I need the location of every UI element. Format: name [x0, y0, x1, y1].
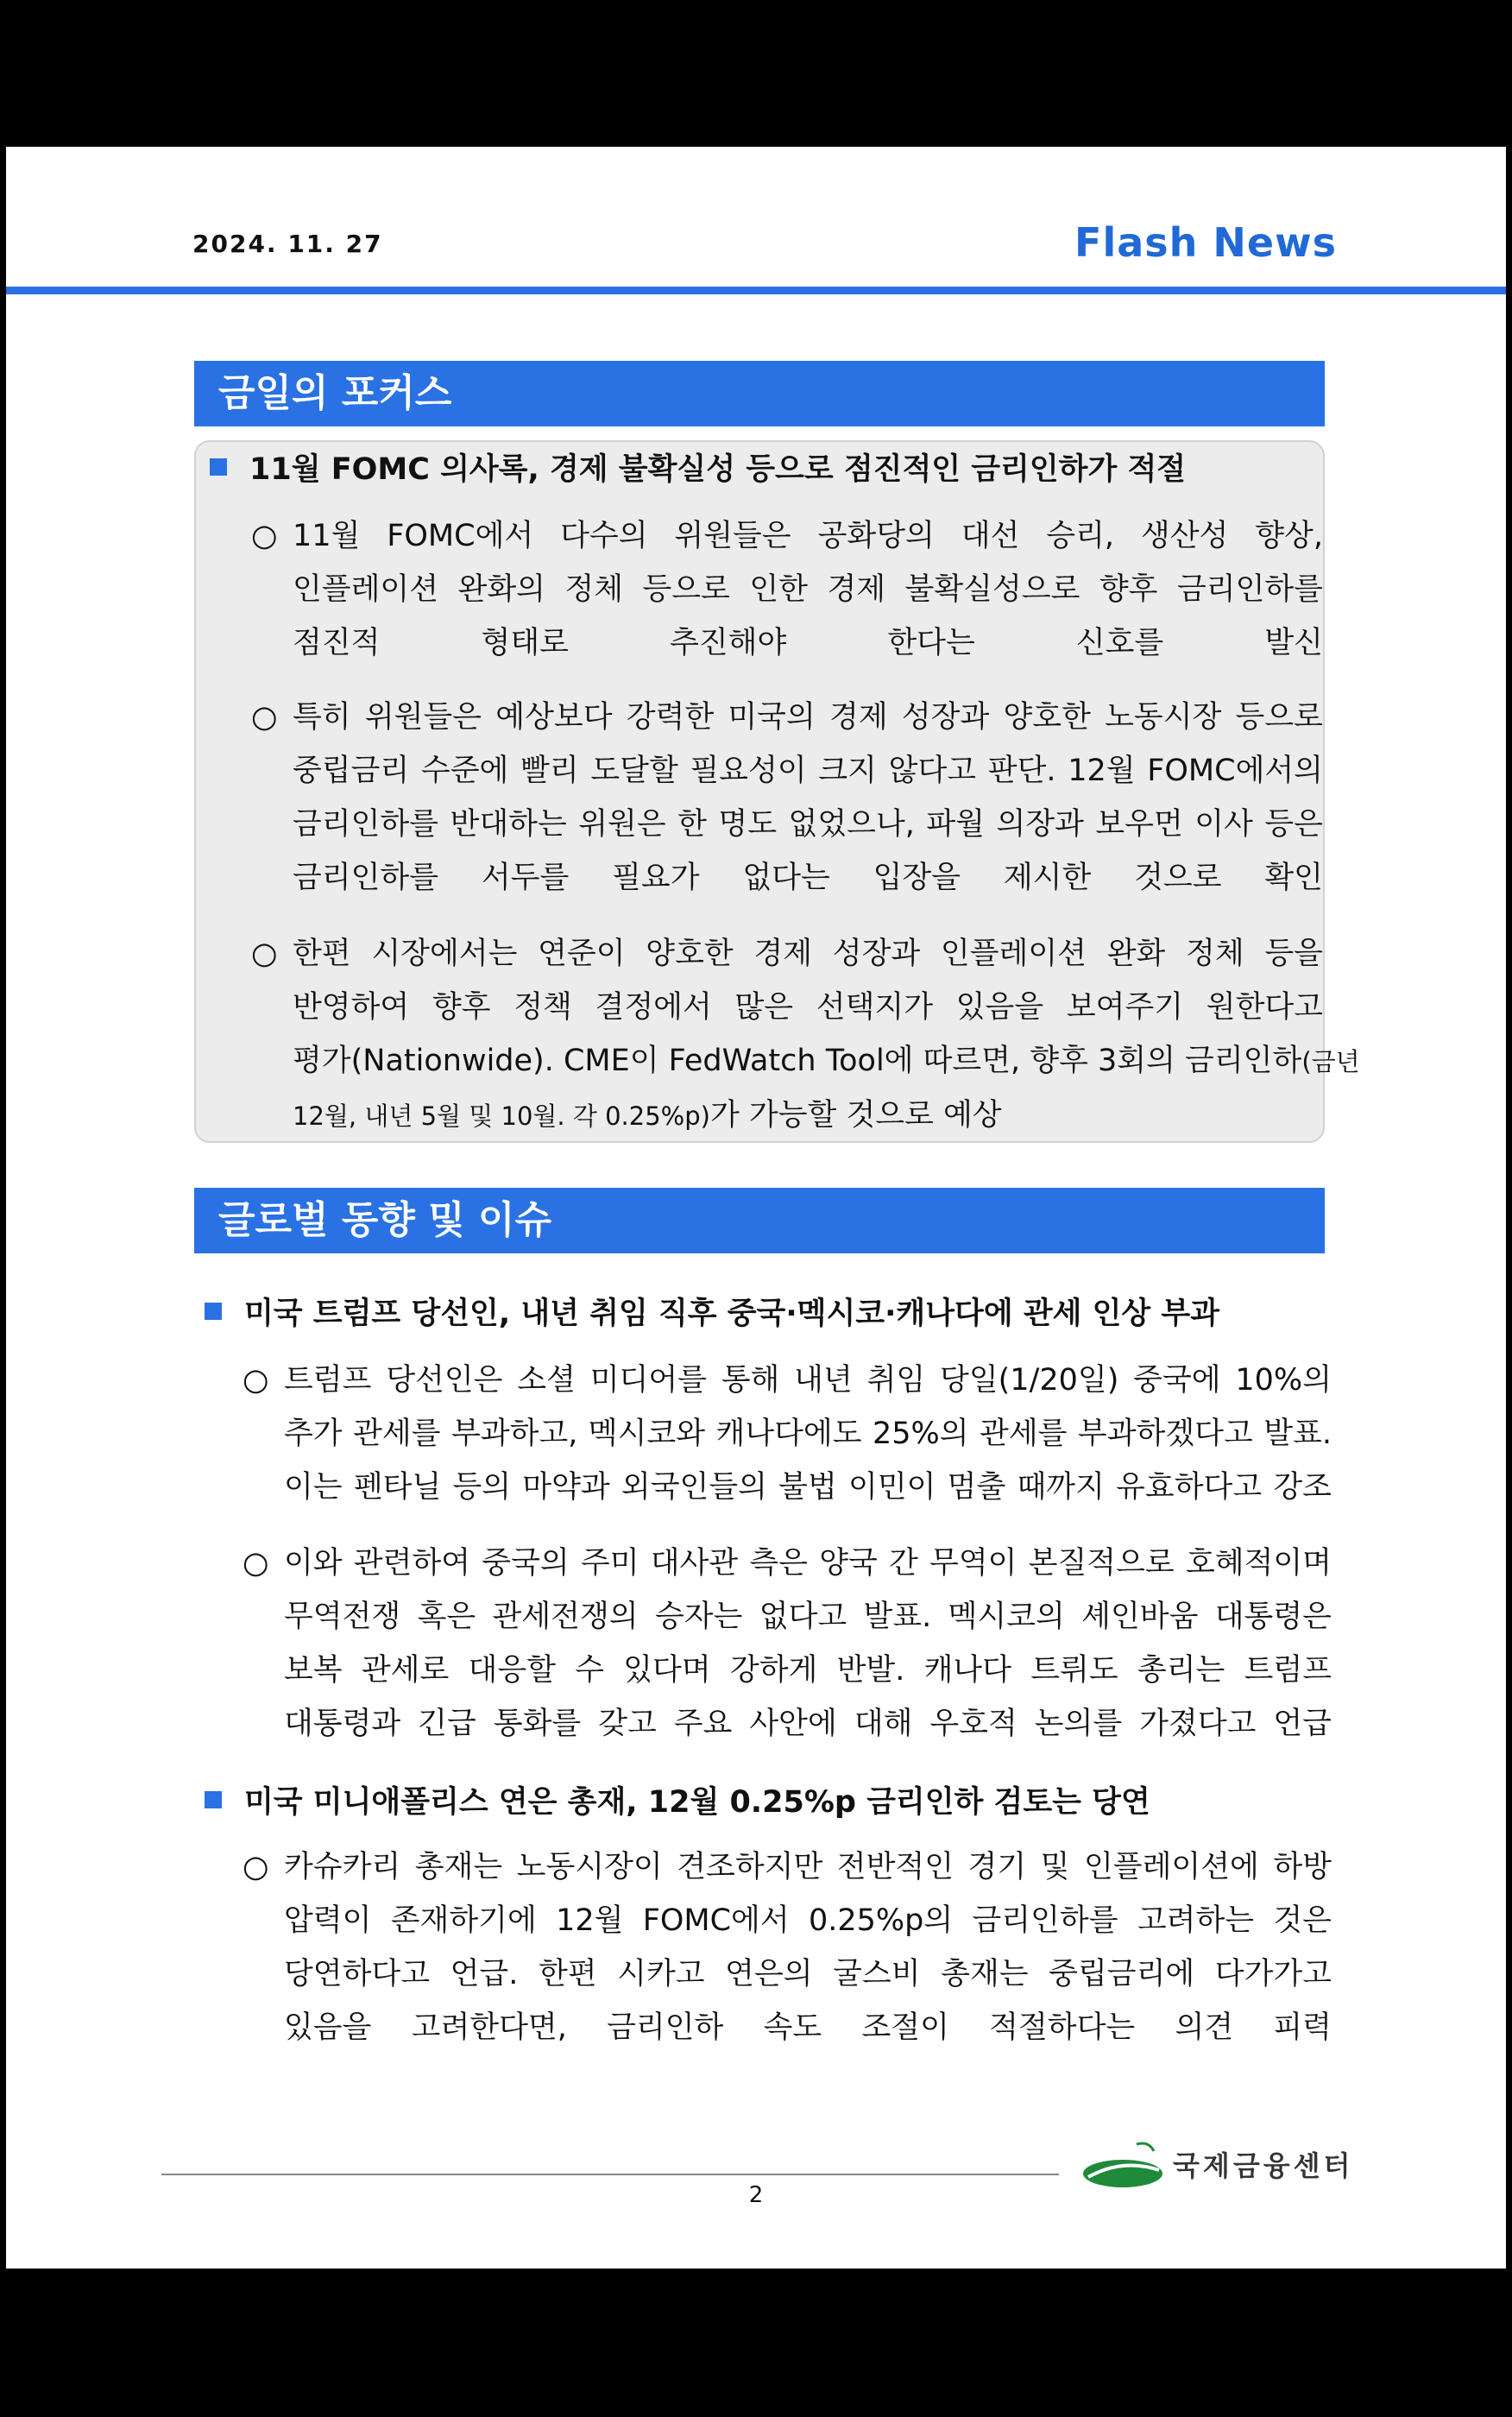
circle-bullet-icon: ○ — [251, 519, 278, 553]
focus-bullet-2 — [251, 691, 1323, 906]
bullet-note: 12월, 내년 5월 및 10월. 각 0.25%p) — [293, 1101, 710, 1131]
bullet-line — [293, 1089, 1323, 1143]
footer-rule — [161, 2174, 1059, 2175]
headline-text: 미국 미니애폴리스 연은 총재, 12월 0.25%p 금리인하 검토는 당연 — [244, 1785, 1150, 1820]
bullet-line: 특히 위원들은 예상보다 강력한 미국의 경제 성장과 양호한 노동시장 등으로 — [293, 700, 1323, 735]
report-date: 2024. 11. 27 — [192, 230, 383, 258]
circle-bullet-icon: ○ — [243, 1546, 269, 1581]
circle-bullet-icon: ○ — [251, 937, 278, 971]
bullet-line: 한편 시장에서는 연준이 양호한 경제 성장과 인플레이션 완화 정체 등을 — [293, 937, 1323, 971]
global-bullet-1-1 — [243, 1354, 1332, 1518]
bullet-line: 금리인하를 반대하는 위원은 한 명도 없었으나, 파월 의장과 보우먼 이사 등은 — [293, 807, 1323, 842]
bullet-line: 반영하여 향후 정책 결정에서 많은 선택지가 있음을 보여주기 원한다고 — [293, 990, 1323, 1025]
bullet-line — [293, 1034, 1360, 1089]
bullet-line: 있음을 고려한다면, 금리인하 속도 조절이 적절하다는 의견 피력 — [284, 2010, 1332, 2045]
square-bullet-icon — [205, 1303, 222, 1320]
brand-title: Flash News — [1074, 219, 1337, 266]
bullet-line: 중립금리 수준에 빨리 도달할 필요성이 크지 않다고 판단. 12월 FOMC에서의 — [293, 754, 1323, 788]
global-headline-1 — [205, 1290, 1219, 1333]
bullet-text: 평가(Nationwide). CME이 FedWatch Tool에 따르면, 향후 3회의 금리인하 — [293, 1044, 1302, 1078]
bullet-line: 트럼프 당선인은 소셜 미디어를 통해 내년 취임 당일(1/20일) 중국에 10%의 — [284, 1363, 1332, 1398]
bullet-line: 11월 FOMC에서 다수의 위원들은 공화당의 대선 승리, 생산성 향상, — [293, 519, 1323, 553]
global-bullet-2-1 — [243, 1840, 1332, 2056]
focus-bullet-1 — [251, 509, 1323, 673]
global-headline-2 — [205, 1778, 1150, 1821]
page-number: 2 — [748, 2182, 764, 2208]
bullet-line: 이와 관련하여 중국의 주미 대사관 측은 양국 간 무역이 본질적으로 호혜적이며 — [284, 1546, 1332, 1581]
focus-headline — [210, 445, 1186, 489]
section-title-focus: 금일의 포커스 — [194, 361, 1325, 426]
bullet-text: 가 가능할 것으로 예상 — [709, 1098, 1002, 1133]
header-rule — [6, 287, 1506, 294]
headline-text: 미국 트럼프 당선인, 내년 취임 직후 중국·멕시코·캐나다에 관세 인상 부과 — [244, 1297, 1220, 1331]
bullet-line: 압력이 존재하기에 12월 FOMC에서 0.25%p의 금리인하를 고려하는 것은 — [284, 1903, 1332, 1938]
square-bullet-icon — [205, 1791, 222, 1808]
global-bullet-1-2 — [243, 1537, 1332, 1752]
bullet-line: 추가 관세를 부과하고, 멕시코와 캐나다에도 25%의 관세를 부과하겠다고 발표. — [284, 1417, 1332, 1451]
circle-bullet-icon: ○ — [243, 1363, 269, 1398]
bullet-line: 인플레이션 완화의 정체 등으로 인한 경제 불확실성으로 향후 금리인하를 — [293, 572, 1323, 607]
bullet-line: 무역전쟁 혹은 관세전쟁의 승자는 없다고 발표. 멕시코의 셰인바움 대통령은 — [284, 1600, 1332, 1634]
circle-bullet-icon: ○ — [243, 1850, 269, 1884]
bullet-note: (금년 — [1301, 1047, 1360, 1076]
focus-bullet-3 — [251, 927, 1360, 1143]
bullet-line: 보복 관세로 대응할 수 있다며 강하게 반발. 캐나다 트뤼도 총리는 트럼프 — [284, 1653, 1332, 1688]
square-bullet-icon — [210, 458, 227, 476]
bullet-line: 당연하다고 언급. 한편 시카고 연은의 굴스비 총재는 중립금리에 다가가고 — [284, 1957, 1332, 1991]
section-title-global: 글로벌 동향 및 이슈 — [194, 1188, 1325, 1253]
page — [6, 147, 1506, 2269]
bullet-line: 점진적 형태로 추진해야 한다는 신호를 발신 — [293, 626, 1323, 660]
bullet-line: 이는 펜타닐 등의 마약과 외국인들의 불법 이민이 멈출 때까지 유효하다고 강조 — [284, 1470, 1332, 1505]
circle-bullet-icon: ○ — [251, 700, 278, 735]
bullet-line: 금리인하를 서두를 필요가 없다는 입장을 제시한 것으로 확인 — [293, 861, 1323, 895]
bullet-line: 카슈카리 총재는 노동시장이 견조하지만 전반적인 경기 및 인플레이션에 하방 — [284, 1850, 1332, 1884]
logo-text: 국제금융센터 — [1173, 2149, 1354, 2182]
headline-text: 11월 FOMC 의사록, 경제 불확실성 등으로 점진적인 금리인하가 적절 — [249, 452, 1187, 487]
bullet-line: 대통령과 긴급 통화를 갖고 주요 사안에 대해 우호적 논의를 가졌다고 언급 — [284, 1707, 1332, 1741]
